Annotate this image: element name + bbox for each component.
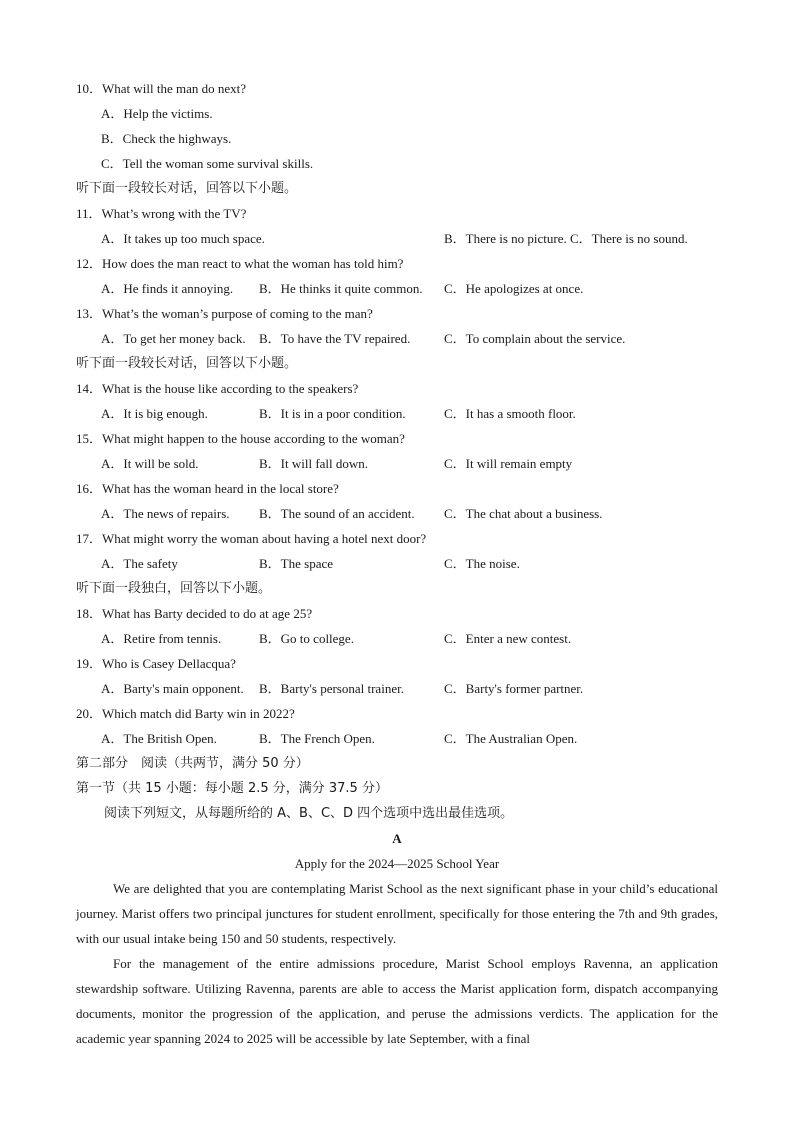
passage-paragraph-1: We are delighted that you are contemplating Marist School as the next significant phase in your child’s educational journey. Marist offers two principal junctures for student enrollment, specifically for those entering the 7th and 9th grades, with our usual intake being 150 and 50 students, respectively. — [76, 881, 718, 946]
question-18-option-b: B．Go to college. — [259, 631, 354, 646]
question-18-option-a: A．Retire from tennis. — [101, 631, 222, 646]
question-10-option-b: B．Check the highways. — [101, 131, 232, 146]
question-19-option-a: A．Barty's main opponent. — [101, 681, 244, 696]
listening-instruction-2: 听下面一段较长对话，回答以下小题。 — [76, 356, 298, 371]
listening-instruction-3: 听下面一段独白，回答以下小题。 — [76, 581, 272, 596]
question-12-option-c: C．He apologizes at once. — [444, 281, 584, 296]
question-13-option-c: C．To complain about the service. — [444, 331, 626, 346]
question-11-option-bc: B．There is no picture. C．There is no sound. — [444, 231, 688, 246]
question-13-options — [76, 326, 718, 351]
question-15-option-a: A．It will be sold. — [101, 456, 199, 471]
question-20-options — [76, 726, 718, 751]
question-16-option-b: B．The sound of an accident. — [259, 506, 415, 521]
question-19-stem: 19．Who is Casey Dellacqua? — [76, 656, 236, 671]
question-17-option-c: C．The noise. — [444, 556, 520, 571]
question-10-option-a: A．Help the victims. — [101, 106, 213, 121]
listening-instruction-1: 听下面一段较长对话，回答以下小题。 — [76, 181, 298, 196]
question-12-option-b: B．He thinks it quite common. — [259, 281, 423, 296]
question-19-options — [76, 676, 718, 701]
reading-instruction: 阅读下列短文，从每题所给的 A、B、C、D 四个选项中选出最佳选项。 — [104, 806, 514, 821]
reading-part-title: 第二部分 阅读（共两节，满分 50 分） — [76, 756, 309, 771]
question-20-option-a: A．The British Open. — [101, 731, 217, 746]
passage-title: Apply for the 2024—2025 School Year — [294, 856, 500, 871]
question-14-stem: 14．What is the house like according to the speakers? — [76, 381, 359, 396]
question-17-option-b: B．The space — [259, 556, 334, 571]
question-14-options — [76, 401, 718, 426]
question-11-options — [76, 226, 718, 251]
question-13-stem: 13．What’s the woman’s purpose of coming to the man? — [76, 306, 373, 321]
passage-label: A — [392, 831, 402, 846]
question-15-stem: 15．What might happen to the house according to the woman? — [76, 431, 405, 446]
question-10-option-c: C．Tell the woman some survival skills. — [101, 156, 314, 171]
question-17-stem: 17．What might worry the woman about having a hotel next door? — [76, 531, 427, 546]
question-18-options — [76, 626, 718, 651]
question-12-stem: 12．How does the man react to what the woman has told him? — [76, 256, 404, 271]
question-15-options — [76, 451, 718, 476]
question-13-option-a: A．To get her money back. — [101, 331, 246, 346]
question-11-option-a: A．It takes up too much space. — [101, 231, 265, 246]
question-16-option-a: A．The news of repairs. — [101, 506, 230, 521]
question-14-option-c: C．It has a smooth floor. — [444, 406, 576, 421]
question-10-stem: 10．What will the man do next? — [76, 81, 247, 96]
question-18-stem: 18．What has Barty decided to do at age 25? — [76, 606, 313, 621]
question-11-stem: 11．What’s wrong with the TV? — [76, 206, 247, 221]
question-16-stem: 16．What has the woman heard in the local store? — [76, 481, 339, 496]
question-16-option-c: C．The chat about a business. — [444, 506, 603, 521]
question-16-options — [76, 501, 718, 526]
question-18-option-c: C．Enter a new contest. — [444, 631, 572, 646]
question-17-options — [76, 551, 718, 576]
question-19-option-c: C．Barty's former partner. — [444, 681, 584, 696]
question-12-option-a: A．He finds it annoying. — [101, 281, 234, 296]
reading-section-title: 第一节（共 15 小题：每小题 2.5 分，满分 37.5 分） — [76, 781, 388, 796]
question-20-stem: 20．Which match did Barty win in 2022? — [76, 706, 295, 721]
question-17-option-a: A．The safety — [101, 556, 178, 571]
question-14-option-a: A．It is big enough. — [101, 406, 208, 421]
question-12-options — [76, 276, 718, 301]
question-15-option-c: C．It will remain empty — [444, 456, 573, 471]
passage-paragraph-2: For the management of the entire admissions procedure, Marist School employs Ravenna, an application stewardship software. Utilizing Ravenna, parents are able to access the Marist application form, dispatch accompanying documents, monitor the progression of the application, and peruse the admissions verdicts. The application for the academic year spanning 2024 to 2025 will be accessible by late September, with a final — [76, 956, 718, 1046]
question-20-option-b: B．The French Open. — [259, 731, 375, 746]
question-14-option-b: B．It is in a poor condition. — [259, 406, 406, 421]
question-15-option-b: B．It will fall down. — [259, 456, 369, 471]
exam-page — [76, 76, 718, 1051]
question-13-option-b: B．To have the TV repaired. — [259, 331, 411, 346]
question-19-option-b: B．Barty's personal trainer. — [259, 681, 404, 696]
question-20-option-c: C．The Australian Open. — [444, 731, 578, 746]
